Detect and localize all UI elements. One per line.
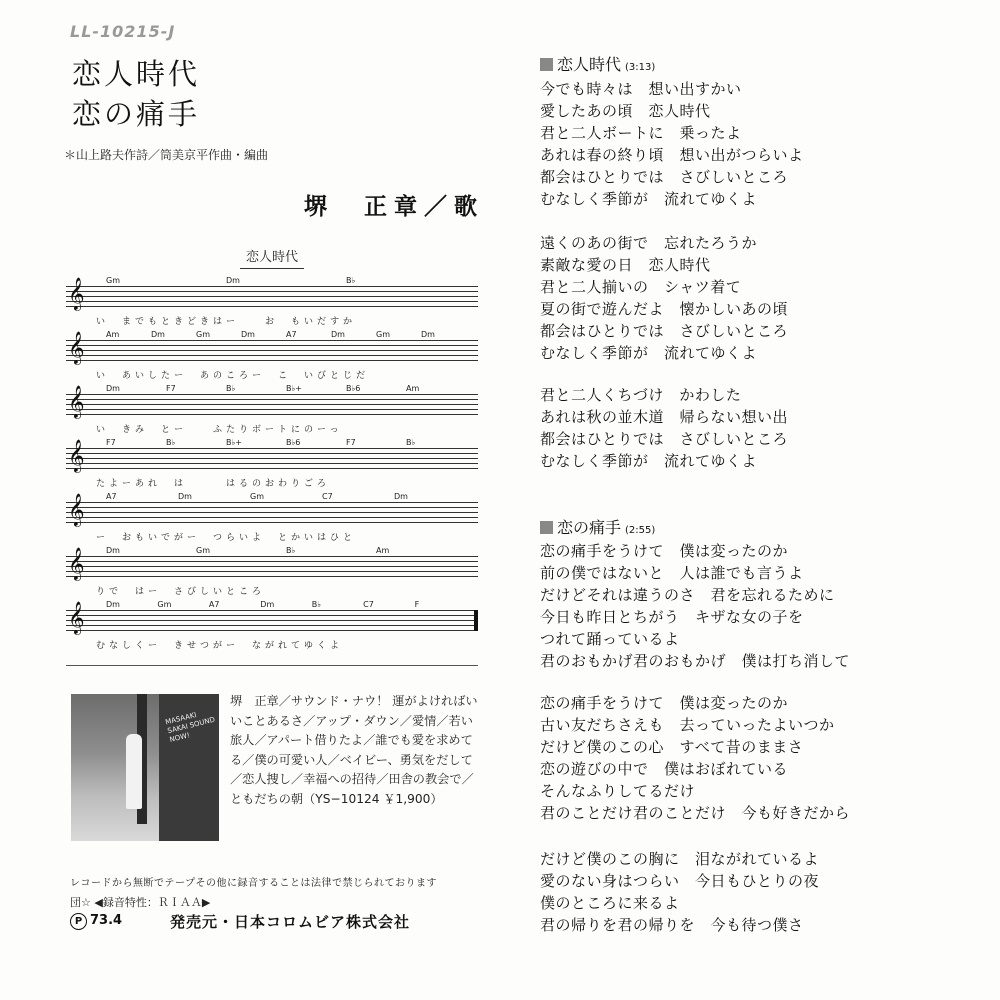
chord-symbol: A7 [208, 600, 220, 609]
chord-symbol: Gm [250, 492, 264, 501]
chord-symbol: B♭+ [286, 384, 302, 393]
lyrics-title: 恋人時代 [557, 55, 622, 74]
score-lyrics: むなしくー きせつがー ながれてゆくよ [96, 641, 344, 651]
staff-line [66, 571, 478, 572]
lyrics-title: 恋の痛手 [557, 518, 622, 537]
staff-line [66, 615, 478, 616]
staff-line [66, 620, 478, 621]
staff-line [66, 345, 478, 346]
staff-line [66, 394, 478, 395]
staff-line [66, 566, 478, 567]
staff-line [66, 301, 478, 302]
chord-symbol: Dm [260, 600, 275, 609]
chord-symbol: Dm [106, 384, 120, 393]
staff-line [66, 468, 478, 469]
divider [66, 665, 478, 666]
phonogram-year-value: 73.4 [90, 913, 123, 928]
staff-line [66, 414, 478, 415]
score-lyrics: い きみ とー ふたりボートにのーっ [96, 425, 343, 435]
staff-line [66, 561, 478, 562]
score-title: 恋人時代 [240, 246, 304, 269]
staff-line [66, 404, 478, 405]
staff-line [66, 286, 478, 287]
chord-symbol: Dm [331, 330, 345, 339]
chord-symbol: Gm [106, 276, 120, 285]
album-cover-photo [71, 694, 219, 841]
chord-symbol: Gm [196, 330, 210, 339]
staff-line [66, 502, 478, 503]
chord-symbol: Dm [106, 600, 120, 609]
chord-symbol: B♭6 [346, 384, 361, 393]
chord-symbol: C7 [322, 492, 333, 501]
chord-symbol: Am [106, 330, 120, 339]
chord-symbol: Dm [106, 546, 120, 555]
chord-symbol: B♭6 [286, 438, 301, 447]
lyrics-verse: 遠くのあの街で 忘れたろうか 素敵な愛の日 恋人時代 君と二人揃いの シャツ着て 夏の街で遊んだよ 懐かしいあの頃 都会はひとりでは さびしいところ むなしく季節が 流れてゆくよ [540, 234, 789, 362]
staff-line [66, 448, 478, 449]
score-lyrics: い までもときどきはー お もいだすか [96, 317, 357, 327]
staff-line [66, 576, 478, 577]
publisher: 発売元・日本コロムビア株式会社 [170, 913, 411, 931]
final-barline [474, 610, 478, 631]
staff-line [66, 296, 478, 297]
treble-clef-icon: 𝄞 [68, 601, 85, 634]
chord-symbol: Gm [196, 546, 210, 555]
staff-line [66, 463, 478, 464]
staff-line [66, 409, 478, 410]
chord-symbol: B♭+ [226, 438, 242, 447]
staff-line [66, 625, 478, 626]
staff-line [66, 507, 478, 508]
chord-symbol: B♭ [311, 600, 321, 609]
score-lyrics: い あいしたー あのころー こ いびとじだ [96, 371, 370, 381]
chord-symbol: F7 [166, 384, 176, 393]
song-title-2: 恋の痛手 [72, 97, 201, 131]
chord-symbol: Gm [376, 330, 390, 339]
chord-symbol: F7 [106, 438, 116, 447]
square-bullet-icon [540, 521, 553, 534]
lyrics-verse: だけど僕のこの胸に 泪ながれているよ 愛のない身はつらい 今日もひとりの夜 僕のところに来るよ 君の帰りを君の帰りを 今も待つ僕さ [540, 850, 820, 934]
phonogram-year [70, 913, 122, 930]
chord-symbol: B♭ [226, 384, 236, 393]
album-cover-text: MASAAKI SAKAI SOUND NOW! [164, 710, 216, 744]
lyrics-verse: 恋の痛手をうけて 僕は変ったのか 古い友だちさえも 去っていったよいつか だけど僕のこの心 すべて昔のままさ 恋の遊びの中で 僕はおぼれている そんなふりしてるだけ 君のことだけ君のことだけ 今も好きだから [540, 694, 851, 822]
chord-symbol: Dm [421, 330, 435, 339]
staff-line [66, 512, 478, 513]
chord-symbol: Gm [157, 600, 172, 609]
treble-clef-icon: 𝄞 [68, 547, 85, 580]
staff-line [66, 458, 478, 459]
chord-symbol: F [414, 600, 420, 609]
chord-symbol: Dm [394, 492, 408, 501]
staff-line [66, 399, 478, 400]
copyright-notice: レコードから無断でテープその他に録音することは法律で禁じられております [70, 878, 437, 889]
lyrics-verse: 今でも時々は 想い出すかい 愛したあの頃 恋人時代 君と二人ボートに 乗ったよ あれは春の終り頃 想い出がつらいよ 都会はひとりでは さびしいところ むなしく季節が 流れてゆくよ [540, 80, 804, 208]
chord-symbol: B♭ [406, 438, 416, 447]
square-bullet-icon [540, 58, 553, 71]
score-lyrics: りで はー さびしいところ [96, 587, 266, 597]
lyrics-heading-1 [540, 52, 655, 75]
chord-symbol: B♭ [346, 276, 356, 285]
lyrics-heading-2 [540, 515, 655, 538]
chord-symbol: Am [376, 546, 390, 555]
staff-line [66, 610, 478, 611]
score-lyrics: たよーあれ は はるのおわりごろ [96, 479, 331, 489]
chord-symbol: C7 [363, 600, 374, 609]
person-figure [126, 734, 142, 809]
lyrics-verse: 恋の痛手をうけて 僕は変ったのか 前の僕ではないと 人は誰でも言うよ だけどそれは違うのさ 君を忘れるために 今日も昨日とちがう キザな女の子を つれて踊っているよ 君のおもかげ君のおもかげ 僕は打ち消して [540, 542, 851, 670]
chord-symbol: Dm [151, 330, 165, 339]
recording-characteristic: 団☆ ◀録音特性：ＲＩＡＡ▶ [70, 896, 211, 909]
chord-symbol: Dm [226, 276, 240, 285]
lyrics-verse: 君と二人くちづけ かわした あれは秋の並木道 帰らない想い出 都会はひとりでは さびしいところ むなしく季節が 流れてゆくよ [540, 386, 789, 470]
treble-clef-icon: 𝄞 [68, 493, 85, 526]
staff-line [66, 630, 478, 631]
staff-line [66, 306, 478, 307]
chord-symbol: Dm [178, 492, 192, 501]
chord-symbol: A7 [106, 492, 117, 501]
staff-line [66, 340, 478, 341]
staff-line [66, 453, 478, 454]
lyrics-duration: (3:13) [625, 62, 656, 73]
chord-symbol: F7 [346, 438, 356, 447]
lyrics-duration: (2:55) [625, 525, 656, 536]
treble-clef-icon: 𝄞 [68, 277, 85, 310]
chord-symbol: B♭ [286, 546, 296, 555]
staff-line [66, 517, 478, 518]
staff-line [66, 556, 478, 557]
staff-line [66, 355, 478, 356]
score-lyrics: ー おもいでがー つらいよ とかいはひと [96, 533, 357, 543]
chord-symbol: A7 [286, 330, 297, 339]
staff-line [66, 291, 478, 292]
chord-symbol: B♭ [166, 438, 176, 447]
staff-line [66, 350, 478, 351]
song-title-1: 恋人時代 [72, 57, 201, 91]
chord-symbol: Am [406, 384, 420, 393]
chord-symbol: Dm [241, 330, 255, 339]
album-description: 堺 正章／サウンド・ナウ！ 運がよければいいことあるさ／アップ・ダウン／愛情／若い旅人／アパート借りたよ／誰でも愛を求めてる／僕の可愛い人／ベイビー、勇気をだして／恋人捜し／幸福への招待／田舎の教会で／ともだちの朝（YS−10124 ￥1,900） [230, 694, 478, 806]
treble-clef-icon: 𝄞 [68, 439, 85, 472]
p-circle-icon: P [70, 913, 87, 930]
staff-line [66, 522, 478, 523]
catalog-number: LL-10215-J [70, 22, 176, 41]
treble-clef-icon: 𝄞 [68, 385, 85, 418]
treble-clef-icon: 𝄞 [68, 331, 85, 364]
staff-line [66, 360, 478, 361]
singer: 堺 正章／歌 [304, 194, 484, 220]
credits: ＊山上路夫作詩／筒美京平作曲・編曲 [64, 148, 269, 162]
